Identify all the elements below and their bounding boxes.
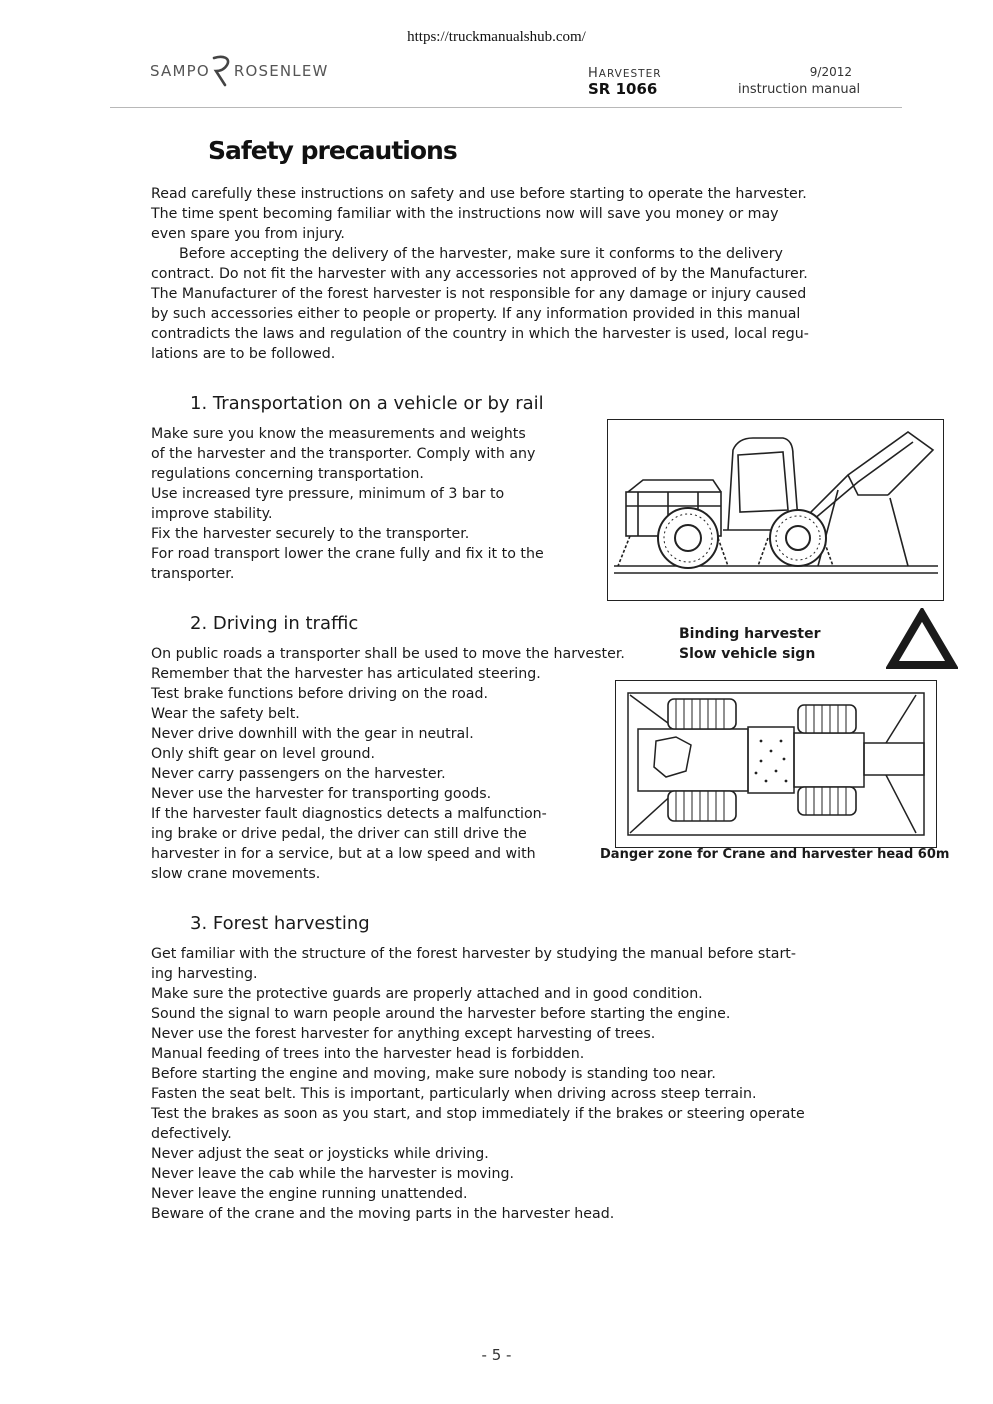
list-line: improve stability. [151,506,273,522]
section2-text [151,644,625,884]
section-heading-forest-harvesting: 3. Forest harvesting [190,913,370,934]
binding-harvester-illustration [607,419,944,601]
source-url: https://truckmanualshub.com/ [407,29,586,45]
warning-triangle-icon [886,608,958,670]
r-swoosh-logo-icon [211,54,233,88]
list-line: Before starting the engine and moving, make sure nobody is standing too near. [151,1066,716,1082]
list-line: Test brake functions before driving on the road. [151,686,488,702]
company-logo [150,54,329,88]
list-line: Remember that the harvester has articulated steering. [151,666,541,682]
list-line: Never drive downhill with the gear in neutral. [151,726,474,742]
logo-text-right: ROSENLEW [233,62,329,80]
list-line: If the harvester fault diagnostics detects a malfunction- [151,806,547,822]
list-line: slow crane movements. [151,866,321,882]
danger-zone-caption: Danger zone for Crane and harvester head 60m [600,847,950,862]
section1-text [151,424,544,584]
list-line: Manual feeding of trees into the harvester head is forbidden. [151,1046,585,1062]
intro-line: Read carefully these instructions on safety and use before starting to operate the harvester. [151,186,807,202]
list-line: Sound the signal to warn people around the harvester before starting the engine. [151,1006,731,1022]
list-line: Beware of the crane and the moving parts in the harvester head. [151,1206,615,1222]
list-line: Make sure you know the measurements and weights [151,426,526,442]
list-line: regulations concerning transportation. [151,466,424,482]
intro-line: by such accessories either to people or property. If any information provided in this manual [151,306,801,322]
page-title: Safety precautions [208,136,457,165]
list-line: Fix the harvester securely to the transporter. [151,526,470,542]
intro-line: even spare you from injury. [151,226,345,242]
list-line: transporter. [151,566,235,582]
harvester-top-view-drawing [616,681,936,847]
list-line: Never adjust the seat or joysticks while driving. [151,1146,489,1162]
list-line: Use increased tyre pressure, minimum of 3 bar to [151,486,505,502]
binding-harvester-caption: Binding harvester [679,626,821,642]
revision-date: 9/2012 [809,65,852,79]
list-line: Test the brakes as soon as you start, and stop immediately if the brakes or steering operate [151,1106,805,1122]
intro-line: lations are to be followed. [151,346,336,362]
list-line: Only shift gear on level ground. [151,746,376,762]
document-type: instruction manual [738,82,861,97]
product-type: HARVESTER [588,66,662,81]
list-line: On public roads a transporter shall be used to move the harvester. [151,646,625,662]
list-line: Never leave the cab while the harvester is moving. [151,1166,514,1182]
intro-text [151,184,871,364]
list-line: of the harvester and the transporter. Comply with any [151,446,536,462]
intro-line: The Manufacturer of the forest harvester is not responsible for any damage or injury caused [151,286,807,302]
section-heading-transportation: 1. Transportation on a vehicle or by rail [190,393,544,414]
header-rule [110,107,902,108]
page-number: - 5 - [481,1346,512,1364]
list-line: Wear the safety belt. [151,706,300,722]
list-line: ing harvesting. [151,966,258,982]
slow-vehicle-caption: Slow vehicle sign [679,646,816,662]
model-number: SR 1066 [588,80,658,98]
danger-zone-illustration [615,680,937,848]
list-line: Never leave the engine running unattended. [151,1186,468,1202]
list-line: harvester in for a service, but at a low speed and with [151,846,536,862]
list-line: Fasten the seat belt. This is important, particularly when driving across steep terrain. [151,1086,757,1102]
harvester-side-view-drawing [608,420,943,600]
list-line: Get familiar with the structure of the forest harvester by studying the manual before start- [151,946,796,962]
list-line: ing brake or drive pedal, the driver can still drive the [151,826,527,842]
section3-text [151,944,805,1224]
list-line: Never carry passengers on the harvester. [151,766,446,782]
logo-text-left: SAMPO [150,62,210,80]
intro-line: contract. Do not fit the harvester with any accessories not approved of by the Manufacturer. [151,266,808,282]
list-line: For road transport lower the crane fully and fix it to the [151,546,544,562]
list-line: defectively. [151,1126,232,1142]
section-heading-driving: 2. Driving in traffic [190,613,359,634]
list-line: Make sure the protective guards are properly attached and in good condition. [151,986,703,1002]
list-line: Never use the harvester for transporting goods. [151,786,492,802]
list-line: Never use the forest harvester for anything except harvesting of trees. [151,1026,656,1042]
intro-line: contradicts the laws and regulation of the country in which the harvester is used, local regu- [151,326,809,342]
intro-line: Before accepting the delivery of the harvester, make sure it conforms to the delivery [179,246,783,262]
intro-line: The time spent becoming familiar with the instructions now will save you money or may [151,206,779,222]
